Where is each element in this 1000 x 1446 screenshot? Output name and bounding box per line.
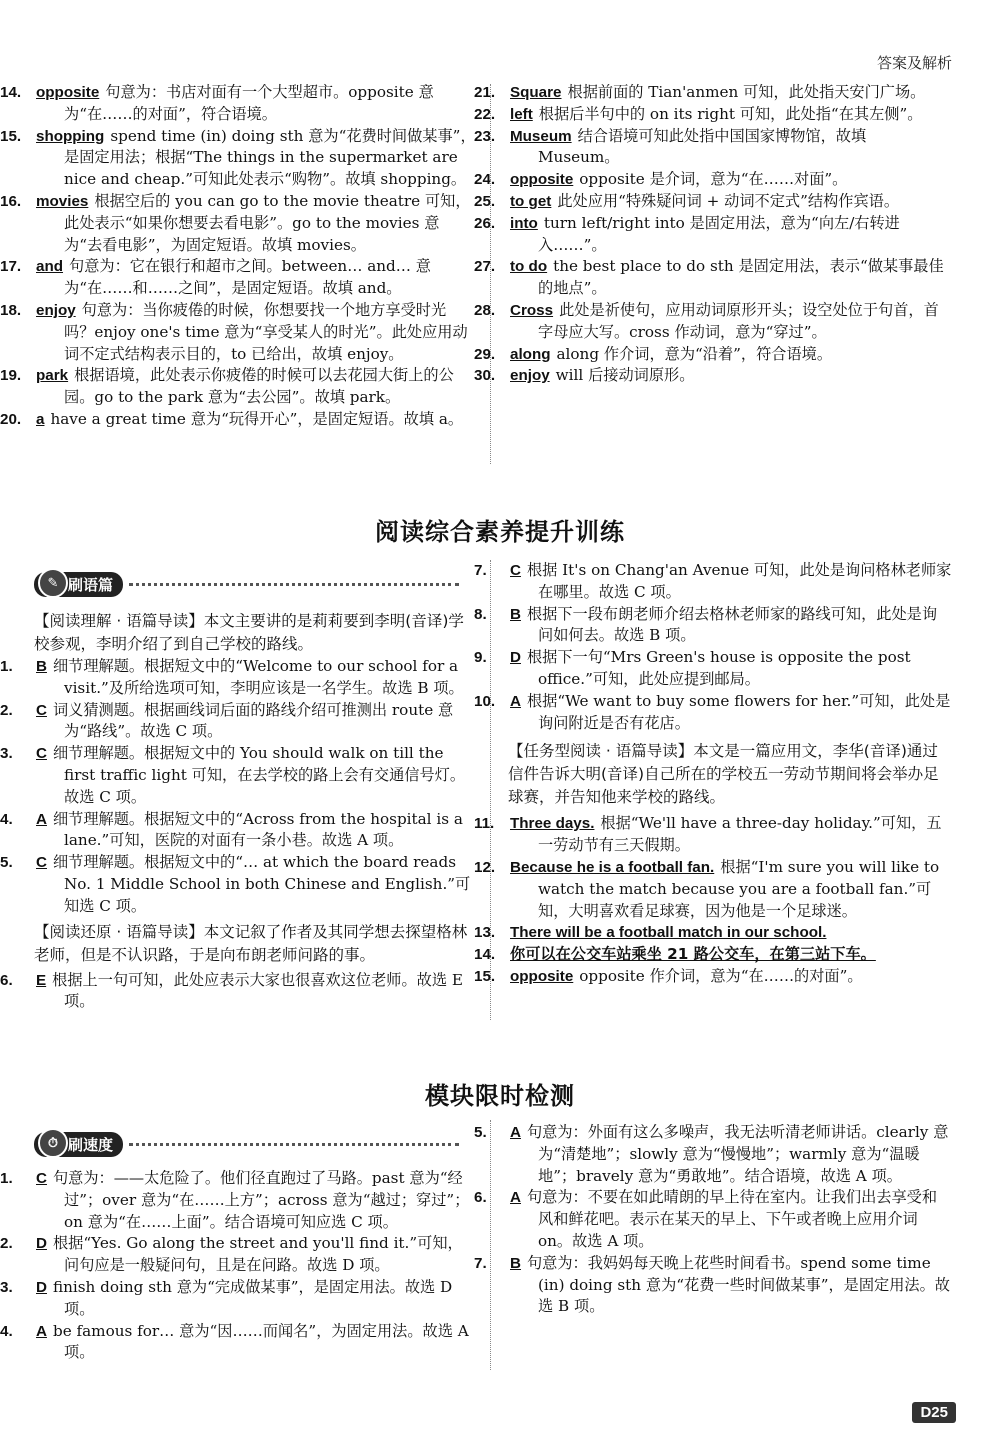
explanation: 结合语境可知此处指中国国家博物馆，故填 Museum。 xyxy=(538,126,867,167)
answer-item: 2. C 词义猜测题。根据画线词后面的路线介绍可推测出 route 意为“路线”。故选 C 项。 xyxy=(0,700,454,741)
answer-item: 14. opposite 句意为：书店对面有一个大型超市。opposite 意为“在……的对面”，符合语境。 xyxy=(0,83,434,123)
explanation: the best place to do sth 是固定用法，表示“做某事最佳的地点”。 xyxy=(538,257,944,298)
answer-item: 14. 你可以在公交车站乘坐 21 路公交车，在第三站下车。 xyxy=(474,945,876,964)
answer-item: 7. C 根据 It's on Chang'an Avenue 可知，此处是询问格林老师家在哪里。故选 C 项。 xyxy=(474,561,952,601)
answer-key: enjoy xyxy=(510,367,550,385)
explanation: 根据语境，此处表示你疲倦的时候可以去花园大街上的公园。go to the park 意为“去公园”。故填 park。 xyxy=(64,366,454,407)
passage-intro: 【阅读还原 · 语篇导读】本文记叙了作者及其同学想去探望格林老师，但是不认识路，于是向布朗老师问路的事。 xyxy=(34,922,468,964)
s2-left-column xyxy=(0,1168,476,1364)
answer-item: 27. to do the best place to do sth 是固定用法，表示“做某事最佳的地点”。 xyxy=(474,257,944,298)
book-icon: ✎ xyxy=(38,568,68,598)
answer-item: 19. park 根据语境，此处表示你疲倦的时候可以去花园大街上的公园。go to the park 意为“去公园”。故填 park。 xyxy=(0,366,454,407)
page-number: D25 xyxy=(912,1402,956,1423)
answer-key: C xyxy=(36,701,47,719)
answer-item: 4. A be famous for… 意为“因……而闻名”，为固定用法。故选 A 项。 xyxy=(0,1321,469,1362)
answer-item: 8. B 根据下一段布朗老师介绍去格林老师家的路线可知，此处是询问如何去。故选 B 项。 xyxy=(474,604,938,645)
section-title-test: 模块限时检测 xyxy=(425,1082,575,1110)
explanation: 根据下一段布朗老师介绍去格林老师家的路线可知，此处是询问如何去。故选 B 项。 xyxy=(526,604,938,645)
answer-item: 11. Three days. 根据“We'll have a three-day holiday.”可知，五一劳动节有三天假期。 xyxy=(474,814,942,855)
explanation: 根据上一句可知，此处应表示大家也很喜欢这位老师。故选 E 项。 xyxy=(52,970,463,1011)
explanation: 句意为：我妈妈每天晚上花些时间看书。spend some time (in) doing sth 意为“花费一些时间做某事”，是固定用法。故选 B 项。 xyxy=(526,1253,950,1316)
answer-item: 12. Because he is a football fan. 根据“I'm sure you will like to watch the match because you are a football fan.”可知，大明喜欢看足球赛，因为他是一个足球迷。 xyxy=(474,857,940,920)
answer-key: Because he is a football fan. xyxy=(510,858,715,876)
answer-item: 6. A 句意为：不要在如此晴朗的早上待在室内。让我们出去享受和风和鲜花吧。表示在某天的早上、下午或者晚上应用介词 on。故选 A 项。 xyxy=(474,1188,938,1250)
answer-item: 25. to get 此处应用“特殊疑问词 + 动词不定式”结构作宾语。 xyxy=(474,191,900,210)
explanation: 细节理解题。根据短文中的“… at which the board reads No. 1 Middle School in both Chinese and English.”可知选 C 项。 xyxy=(52,853,471,915)
answer-key: a xyxy=(36,410,45,428)
answer-item: 26. into turn left/right into 是固定用法，意为“向左/右转进入……”。 xyxy=(474,213,900,254)
answer-item: 5. C 细节理解题。根据短文中的“… at which the board reads No. 1 Middle School in both Chinese and English.”可知选 C 项。 xyxy=(0,853,471,915)
explanation: 根据“I'm sure you will like to watch the match because you are a football fan.”可知，大明喜欢看足球赛，因为他是一个足球迷。 xyxy=(538,857,940,920)
answer-item: 22. left 根据后半句中的 on its right 可知，此处指“在其左侧”。 xyxy=(474,104,923,123)
answer-item: 15. opposite opposite 作介词，意为“在……的对面”。 xyxy=(474,966,863,985)
answer-key: into xyxy=(510,214,538,232)
answer-item: 2. D 根据“Yes. Go along the street and you'll find it.”可知，问句应是一般疑问句，且是在问路。故选 D 项。 xyxy=(0,1234,463,1275)
answer-item: 3. C 细节理解题。根据短文中的 You should walk on till the first traffic light 可知，在去学校的路上会有交通信号灯。故选 C 项。 xyxy=(0,744,466,806)
explanation: 句意为：外面有这么多噪声，我无法听清老师讲话。clearly 意为“清楚地”；slowly 意为“慢慢地”；warmly 意为“温暖地”；bravely 意为“勇敢地”。结合语境，故选 A 项。 xyxy=(526,1123,949,1185)
passage-intro: 【任务型阅读 · 语篇导读】本文是一篇应用文，李华(音译)通过信件告诉大明(音译)自己所在的学校五一劳动节期间将会举办足球赛，并告知他来学校的路线。 xyxy=(508,742,939,807)
explanation: 根据空后的 you can go to the movie theatre 可知，此处表示“如果你想要去看电影”。go to the movies 意为“去看电影”，为固定短语。故填 movies。 xyxy=(64,191,471,254)
answer-item: 15. shopping spend time (in) doing sth 意为“花费时间做某事”，是固定用法；根据“The things in the supermarket are nice and cheap.”可知此处表示“购物”。故填 shopping。 xyxy=(0,126,476,189)
answer-item: 3. D finish doing sth 意为“完成做某事”，是固定用法。故选 D 项。 xyxy=(0,1277,453,1318)
top-left-column xyxy=(0,82,476,431)
answer-item: 29. along along 作介词，意为“沿着”，符合语境。 xyxy=(474,344,833,363)
stopwatch-icon: ⏱ xyxy=(38,1128,68,1158)
answer-key: opposite xyxy=(510,967,574,985)
s2-right-column xyxy=(474,1122,952,1318)
explanation: 根据“Yes. Go along the street and you'll find it.”可知，问句应是一般疑问句，且是在问路。故选 D 项。 xyxy=(52,1234,463,1275)
column-divider xyxy=(490,1120,491,1370)
answer-key: opposite xyxy=(36,84,100,101)
explanation: 句意为：书店对面有一个大型超市。opposite 意为“在……的对面”，符合语境。 xyxy=(64,83,434,123)
section-title-reading: 阅读综合素养提升训练 xyxy=(375,518,625,546)
answer-key: A xyxy=(36,1322,47,1340)
answer-item: 16. movies 根据空后的 you can go to the movie theatre 可知，此处表示“如果你想要去看电影”。go to the movies 意为“去看电影”，为固定短语。故填 movies。 xyxy=(0,191,471,254)
answer-item: 20. a have a great time 意为“玩得开心”，是固定短语。故填 a。 xyxy=(0,409,464,428)
answer-key: B xyxy=(510,1254,521,1272)
answer-item: 6. E 根据上一句可知，此处应表示大家也很喜欢这位老师。故选 E 项。 xyxy=(0,970,463,1011)
answer-key: park xyxy=(36,367,69,385)
answer-key: C xyxy=(36,1170,47,1187)
answer-key: D xyxy=(36,1235,47,1253)
dotted-rule xyxy=(129,1143,459,1146)
explanation: 根据后半句中的 on its right 可知，此处指“在其左侧”。 xyxy=(538,104,923,123)
explanation: 句意为：——太危险了。他们径直跑过了马路。past 意为“经过”；over 意为“在……上方”；across 意为“越过；穿过”；on 意为“在……上面”。结合语境可知应选 C 项。 xyxy=(52,1169,470,1231)
explanation: spend time (in) doing sth 意为“花费时间做某事”，是固定用法；根据“The things in the supermarket are nice and cheap.”可知此处表示“购物”。故填 shopping。 xyxy=(64,126,476,189)
answer-key: C xyxy=(36,854,47,872)
top-right-column xyxy=(474,82,952,387)
answer-key: Three days. xyxy=(510,815,595,833)
answer-item: 17. and 句意为：它在银行和超市之间。between… and… 意为“在……和……之间”，是固定短语。故填 and。 xyxy=(0,257,431,298)
explanation: along 作介词，意为“沿着”，符合语境。 xyxy=(556,344,833,363)
answer-key: Museum xyxy=(510,127,572,145)
explanation: turn left/right into 是固定用法，意为“向左/右转进入……”。 xyxy=(538,213,900,254)
answer-item: 28. Cross 此处是祈使句，应用动词原形开头；设空处位于句首，首字母应大写。cross 作动词，意为“穿过”。 xyxy=(474,300,939,341)
explanation: 细节理解题。根据短文中的 You should walk on till the first traffic light 可知，在去学校的路上会有交通信号灯。故选 C 项。 xyxy=(52,744,466,806)
explanation: 句意为：当你疲倦的时候，你想要找一个地方享受时光吗？enjoy one's time 意为“享受某人的时光”。此处应用动词不定式结构表示目的，to 已给出，故填 enjoy。 xyxy=(64,300,468,363)
explanation: be famous for… 意为“因……而闻名”，为固定用法。故选 A 项。 xyxy=(52,1321,469,1362)
answer-item: 7. B 句意为：我妈妈每天晚上花些时间看书。spend some time (in) doing sth 意为“花费一些时间做某事”，是固定用法。故选 B 项。 xyxy=(474,1253,950,1316)
answer-key: C xyxy=(510,562,521,579)
answer-item: 10. A 根据“We want to buy some flowers for her.”可知，此处是询问附近是否有花店。 xyxy=(474,691,951,732)
answer-key: Cross xyxy=(510,301,554,319)
answer-key: Square xyxy=(510,84,562,101)
explanation: finish doing sth 意为“完成做某事”，是固定用法。故选 D 项。 xyxy=(52,1277,453,1318)
answer-item: 9. D 根据下一句“Mrs Green's house is opposite the post office.”可知，此处应提到邮局。 xyxy=(474,648,911,688)
answer-key: A xyxy=(510,1124,521,1141)
s1-right-column xyxy=(474,560,952,988)
answer-item: 4. A 细节理解题。根据短文中的“Across from the hospital is a lane.”可知，医院的对面有一条小巷。故选 A 项。 xyxy=(0,809,463,850)
explanation: 词义猜测题。根据画线词后面的路线介绍可推测出 route 意为“路线”。故选 C 项。 xyxy=(52,700,454,741)
answer-key: shopping xyxy=(36,127,105,145)
answer-key: enjoy xyxy=(36,301,76,319)
explanation: will 后接动词原形。 xyxy=(555,366,695,385)
answer-key: A xyxy=(510,692,521,710)
answer-item: 21. Square 根据前面的 Tian'anmen 可知，此处指天安门广场。 xyxy=(474,83,926,101)
answer-key: A xyxy=(36,810,47,828)
answer-item: 1. B 细节理解题。根据短文中的“Welcome to our school for a visit.”及所给选项可知，李明应该是一名学生。故选 B 项。 xyxy=(0,657,464,697)
answer-key: and xyxy=(36,258,64,276)
answer-key: opposite xyxy=(510,171,574,189)
answer-item: 1. C 句意为：——太危险了。他们径直跑过了马路。past 意为“经过”；over 意为“在……上方”；across 意为“越过；穿过”；on 意为“在……上面”。结合语境可知应选 C 项。 xyxy=(0,1169,470,1231)
explanation: 根据 It's on Chang'an Avenue 可知，此处是询问格林老师家在哪里。故选 C 项。 xyxy=(526,561,952,601)
answer-key: left xyxy=(510,105,533,123)
badge-label: 刷速度 xyxy=(68,1136,114,1154)
answer-key: to do xyxy=(510,258,548,276)
answer-key: B xyxy=(510,605,521,623)
answer-key: to get xyxy=(510,192,552,210)
explanation: opposite 作介词，意为“在……的对面”。 xyxy=(579,966,863,985)
explanation: 句意为：它在银行和超市之间。between… and… 意为“在……和……之间”，是固定短语。故填 and。 xyxy=(64,257,431,298)
column-divider xyxy=(490,84,491,464)
answer-item: 5. A 句意为：外面有这么多噪声，我无法听清老师讲话。clearly 意为“清楚地”；slowly 意为“慢慢地”；warmly 意为“温暖地”；bravely 意为“勇敢地”。结合语境，故选 A 项。 xyxy=(474,1123,949,1185)
answer-key: D xyxy=(510,649,521,667)
answer-key: 你可以在公交车站乘坐 21 路公交车，在第三站下车。 xyxy=(510,945,876,964)
answer-item: 18. enjoy 句意为：当你疲倦的时候，你想要找一个地方享受时光吗？enjoy one's time 意为“享受某人的时光”。此处应用动词不定式结构表示目的，to 已给出，故填 enjoy。 xyxy=(0,300,468,363)
page-header: 答案及解析 xyxy=(876,54,952,72)
badge-label: 刷语篇 xyxy=(68,576,114,594)
explanation: 此处应用“特殊疑问词 + 动词不定式”结构作宾语。 xyxy=(557,191,900,210)
badge-speed xyxy=(34,1132,459,1157)
answer-key: C xyxy=(36,745,47,763)
answer-item: 24. opposite opposite 是介词，意为“在……对面”。 xyxy=(474,170,848,189)
explanation: have a great time 意为“玩得开心”，是固定短语。故填 a。 xyxy=(50,409,464,428)
answer-key: There will be a football match in our school. xyxy=(510,924,827,942)
explanation: 句意为：不要在如此晴朗的早上待在室内。让我们出去享受和风和鲜花吧。表示在某天的早上、下午或者晚上应用介词 on。故选 A 项。 xyxy=(526,1188,938,1250)
answer-item: 23. Museum 结合语境可知此处指中国国家博物馆，故填 Museum。 xyxy=(474,126,867,167)
explanation: 根据“We want to buy some flowers for her.”可知，此处是询问附近是否有花店。 xyxy=(526,691,951,732)
answer-key: along xyxy=(510,345,551,363)
badge-reading xyxy=(34,572,459,597)
s1-left-column xyxy=(0,610,476,1013)
answer-key: B xyxy=(36,658,47,675)
answer-key: A xyxy=(510,1189,521,1207)
explanation: opposite 是介词，意为“在……对面”。 xyxy=(579,170,848,189)
explanation: 根据前面的 Tian'anmen 可知，此处指天安门广场。 xyxy=(567,83,926,101)
explanation: 细节理解题。根据短文中的“Across from the hospital is a lane.”可知，医院的对面有一条小巷。故选 A 项。 xyxy=(52,809,463,850)
answer-item: 30. enjoy will 后接动词原形。 xyxy=(474,366,695,385)
passage-intro: 【阅读理解 · 语篇导读】本文主要讲的是莉莉要到李明(音译)学校参观，李明介绍了到自己学校的路线。 xyxy=(34,612,464,653)
explanation: 根据“We'll have a three-day holiday.”可知，五一劳动节有三天假期。 xyxy=(538,814,942,855)
explanation: 根据下一句“Mrs Green's house is opposite the post office.”可知，此处应提到邮局。 xyxy=(526,648,911,688)
answer-key: movies xyxy=(36,192,89,210)
explanation: 此处是祈使句，应用动词原形开头；设空处位于句首，首字母应大写。cross 作动词，意为“穿过”。 xyxy=(538,300,939,341)
explanation: 细节理解题。根据短文中的“Welcome to our school for a visit.”及所给选项可知，李明应该是一名学生。故选 B 项。 xyxy=(52,657,464,697)
answer-item: 13. There will be a football match in our school. xyxy=(474,924,827,942)
dotted-rule xyxy=(129,583,459,586)
answer-key: D xyxy=(36,1278,47,1296)
answer-key: E xyxy=(36,971,47,989)
